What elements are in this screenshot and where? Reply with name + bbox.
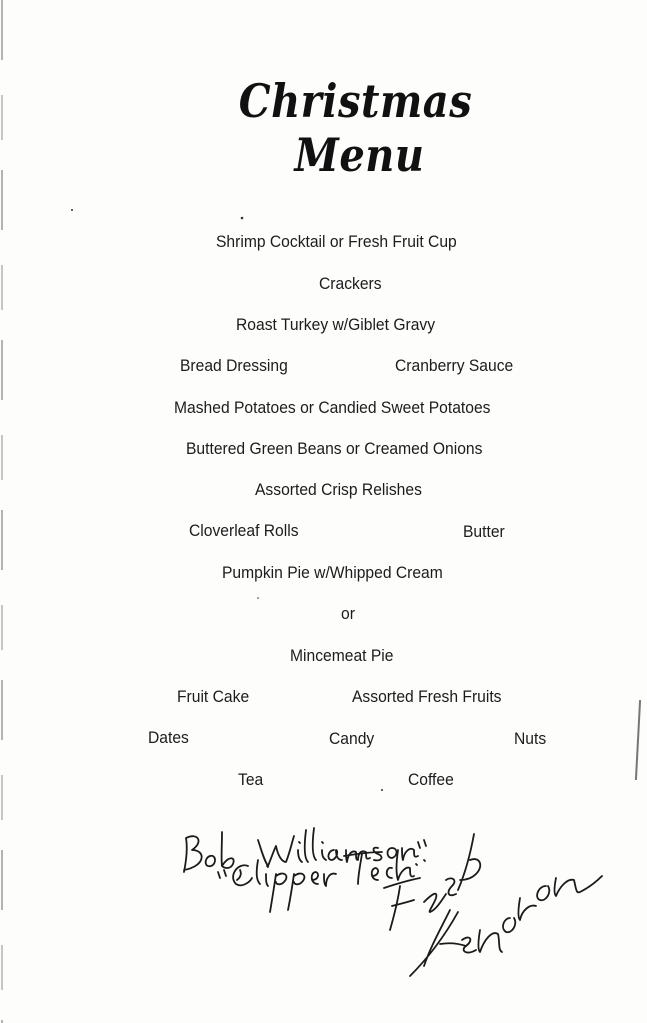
menu-item-starter: Shrimp Cocktail or Fresh Fruit Cup	[216, 232, 457, 251]
menu-item-nuts: Nuts	[514, 729, 547, 748]
menu-item-candy: Candy	[329, 729, 375, 748]
menu-item-rolls: Cloverleaf Rolls	[189, 521, 299, 540]
menu-item-relishes: Assorted Crisp Relishes	[255, 480, 422, 499]
menu-item-or: or	[341, 604, 355, 623]
menu-item-cranberry: Cranberry Sauce	[395, 356, 514, 375]
menu-item-fresh-fruits: Assorted Fresh Fruits	[352, 687, 502, 706]
menu-item-pumpkin-pie: Pumpkin Pie w/Whipped Cream	[222, 563, 443, 582]
menu-item-fruit-cake: Fruit Cake	[177, 687, 250, 706]
menu-title-line-1: Christmas	[238, 74, 473, 129]
menu-item-coffee: Coffee	[408, 770, 454, 789]
menu-item-potatoes: Mashed Potatoes or Candied Sweet Potatoes	[174, 398, 491, 417]
menu-item-vegetables: Buttered Green Beans or Creamed Onions	[186, 439, 483, 458]
menu-item-butter: Butter	[463, 522, 505, 541]
menu-item-crackers: Crackers	[319, 274, 382, 293]
menu-item-dressing: Bread Dressing	[180, 356, 288, 375]
menu-title-line-2: Menu	[294, 128, 425, 183]
menu-item-tea: Tea	[238, 770, 264, 789]
menu-item-dates: Dates	[148, 728, 189, 747]
menu-item-mincemeat: Mincemeat Pie	[290, 646, 394, 665]
menu-item-turkey: Roast Turkey w/Giblet Gravy	[236, 315, 436, 334]
